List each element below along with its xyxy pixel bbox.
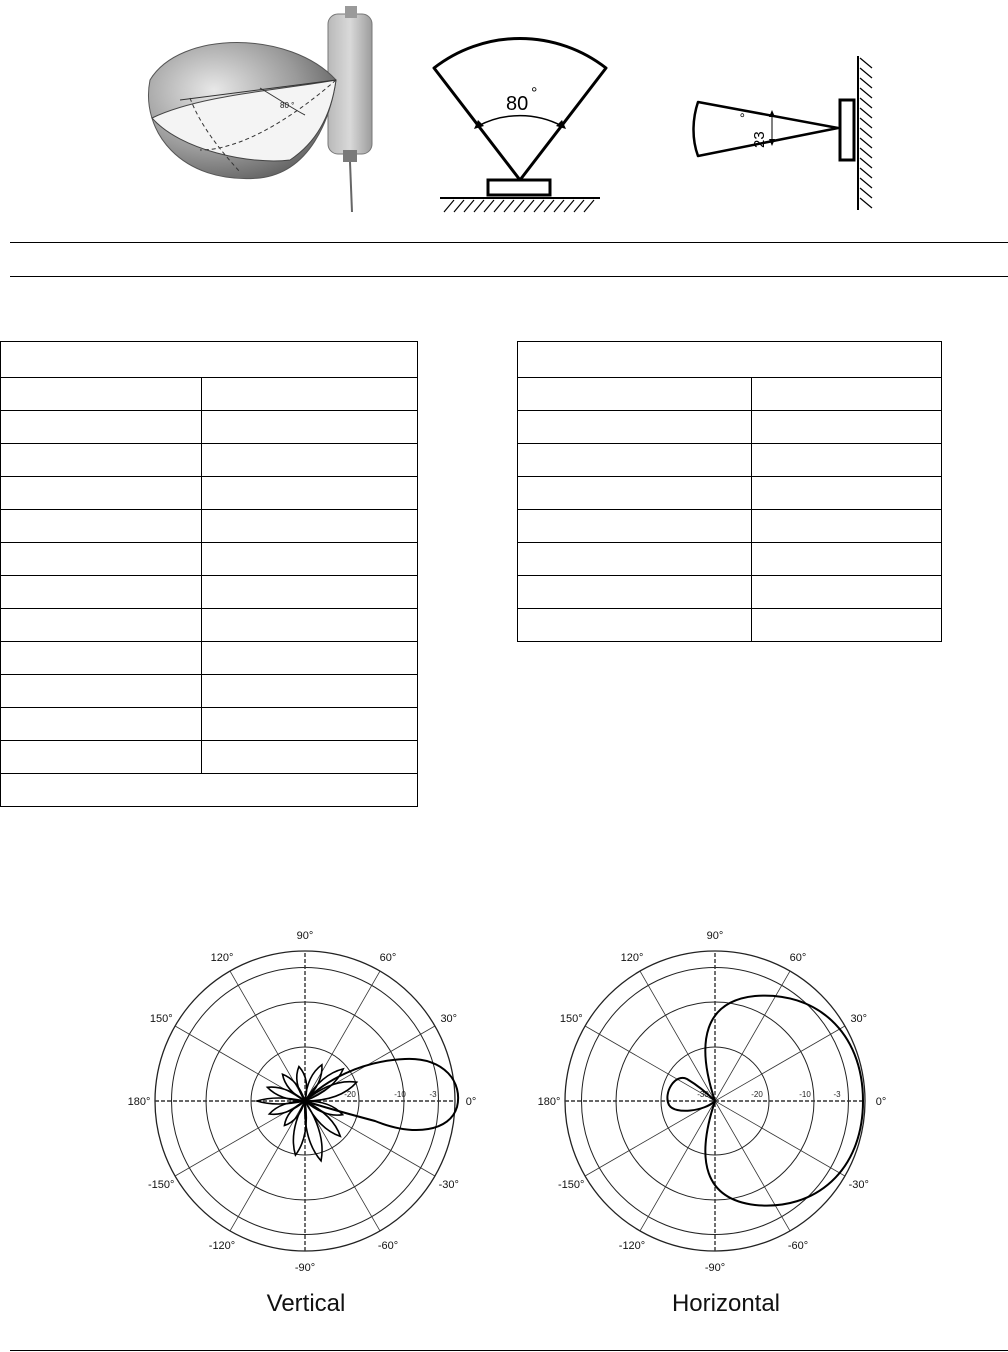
table-cell xyxy=(202,411,418,444)
table-row xyxy=(1,444,418,477)
table-cell xyxy=(1,609,202,642)
vertical-caption: Vertical xyxy=(266,1290,346,1317)
table-header-row xyxy=(1,342,418,378)
table-cell xyxy=(752,477,942,510)
divider-bottom xyxy=(10,1350,1008,1351)
polar-angle-label: 30° xyxy=(850,1013,868,1025)
horizontal-polar-plot xyxy=(537,925,890,1275)
table-cell xyxy=(518,342,942,378)
polar-angle-label: -90° xyxy=(294,1262,316,1274)
table-cell xyxy=(1,378,202,411)
table-row xyxy=(518,510,942,543)
table-cell xyxy=(1,510,202,543)
table-cell xyxy=(202,642,418,675)
table-row xyxy=(518,576,942,609)
table-row xyxy=(1,576,418,609)
polar-ring-label: -10 xyxy=(799,1090,811,1099)
table-cell xyxy=(1,642,202,675)
polar-angle-label: 0° xyxy=(875,1096,887,1108)
divider-second xyxy=(10,276,1008,277)
vertical-side-lobe xyxy=(284,1101,305,1126)
table-cell xyxy=(202,609,418,642)
polar-ring-label: -20 xyxy=(751,1090,763,1099)
table-row xyxy=(1,741,418,774)
antenna-3d-illustration xyxy=(140,0,380,220)
beam-angle-degree: ° xyxy=(531,85,538,102)
table-cell xyxy=(202,708,418,741)
polar-angle-label: -30° xyxy=(438,1179,459,1191)
table-cell xyxy=(752,411,942,444)
table-header-row xyxy=(518,342,942,378)
table-row xyxy=(1,675,418,708)
table-cell xyxy=(518,477,752,510)
table-cell xyxy=(518,609,752,642)
polar-angle-label: -150° xyxy=(148,1179,175,1191)
polar-angle-label: 30° xyxy=(440,1013,458,1025)
table-cell xyxy=(1,708,202,741)
specs-table-right xyxy=(517,341,942,642)
table-cell xyxy=(1,477,202,510)
polar-angle-label: -120° xyxy=(208,1239,236,1252)
side-angle-label: 23 xyxy=(751,131,768,148)
table-cell xyxy=(1,576,202,609)
table-cell xyxy=(1,444,202,477)
table-cell xyxy=(752,609,942,642)
polar-angle-label: -120° xyxy=(618,1239,646,1252)
table-row xyxy=(518,543,942,576)
table-cell xyxy=(1,543,202,576)
table-cell xyxy=(752,378,942,411)
polar-angle-label: 0° xyxy=(465,1096,477,1108)
table-cell xyxy=(202,675,418,708)
polar-angle-label: 150° xyxy=(149,1013,173,1025)
table-cell xyxy=(1,411,202,444)
table-cell xyxy=(202,576,418,609)
vertical-polar-plot xyxy=(127,925,480,1275)
polar-angle-label: -60° xyxy=(787,1239,809,1252)
table-cell xyxy=(752,444,942,477)
table-cell xyxy=(1,741,202,774)
table-cell xyxy=(202,741,418,774)
table-cell xyxy=(202,510,418,543)
specs-table-left xyxy=(0,341,418,807)
table-row xyxy=(1,477,418,510)
table-cell xyxy=(518,543,752,576)
polar-angle-label: 90° xyxy=(296,930,314,942)
table-row xyxy=(1,708,418,741)
table-cell xyxy=(518,411,752,444)
polar-ring-label: -10 xyxy=(394,1090,406,1099)
polar-angle-label: 90° xyxy=(706,930,724,942)
vertical-side-lobe xyxy=(283,1074,305,1101)
polar-angle-label: 180° xyxy=(127,1096,151,1108)
polar-angle-label: 180° xyxy=(537,1096,561,1108)
table-cell xyxy=(1,675,202,708)
table-row xyxy=(1,609,418,642)
table-cell xyxy=(518,378,752,411)
table-row xyxy=(1,510,418,543)
table-row xyxy=(1,543,418,576)
polar-angle-label: -60° xyxy=(377,1239,399,1252)
table-row xyxy=(518,444,942,477)
polar-ring-label: -20 xyxy=(344,1090,356,1099)
table-cell xyxy=(1,774,418,807)
table-row xyxy=(1,642,418,675)
polar-angle-label: 60° xyxy=(789,952,807,965)
polar-angle-label: 60° xyxy=(379,952,397,965)
table-row xyxy=(518,411,942,444)
table-cell xyxy=(1,342,418,378)
polar-angle-label: -30° xyxy=(848,1179,869,1191)
table-cell xyxy=(518,510,752,543)
polar-angle-label: 120° xyxy=(620,952,644,965)
vertical-beam-diagram xyxy=(690,50,890,215)
table-footer-row xyxy=(1,774,418,807)
table-cell xyxy=(202,543,418,576)
polar-ring-label: -3 xyxy=(429,1090,437,1099)
table-cell xyxy=(202,477,418,510)
table-cell xyxy=(752,510,942,543)
table-cell xyxy=(202,444,418,477)
polar-ring-label: -3 xyxy=(833,1090,841,1099)
polar-angle-label: 120° xyxy=(210,952,234,965)
side-angle-degree: ° xyxy=(737,112,753,118)
inset-angle-label: 80 ° xyxy=(280,101,295,110)
horizontal-beam-diagram xyxy=(430,30,610,215)
polar-angle-label: -90° xyxy=(704,1262,726,1274)
polar-ring-label: -30 xyxy=(697,1090,709,1099)
beam-angle-label: 80 xyxy=(506,93,529,115)
table-cell xyxy=(518,444,752,477)
polar-angle-label: 150° xyxy=(559,1013,583,1025)
polar-angle-label: -150° xyxy=(558,1179,585,1191)
divider-top xyxy=(10,242,1008,243)
horizontal-caption: Horizontal xyxy=(671,1290,781,1317)
table-row xyxy=(518,378,942,411)
table-row xyxy=(518,609,942,642)
table-cell xyxy=(752,576,942,609)
table-row xyxy=(1,411,418,444)
table-cell xyxy=(752,543,942,576)
table-cell xyxy=(518,576,752,609)
table-row xyxy=(518,477,942,510)
table-row xyxy=(1,378,418,411)
table-cell xyxy=(202,378,418,411)
